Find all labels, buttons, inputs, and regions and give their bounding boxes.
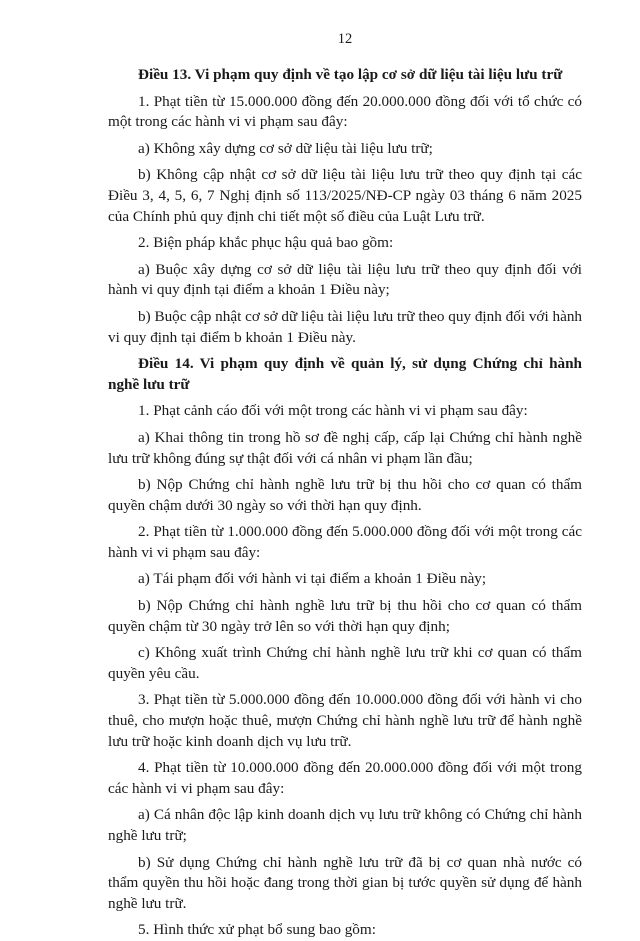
paragraph: 4. Phạt tiền từ 10.000.000 đồng đến 20.000.000 đồng đối với một trong các hành vi vi phạm sau đây: [108,759,582,797]
paragraph: b) Nộp Chứng chỉ hành nghề lưu trữ bị thu hồi cho cơ quan có thẩm quyền chậm dưới 30 ngày so với thời hạn quy định. [108,476,582,514]
article-14-heading: Điều 14. Vi phạm quy định về quản lý, sử dụng Chứng chỉ hành nghề lưu trữ [108,355,582,393]
paragraph: 5. Hình thức xử phạt bổ sung bao gồm: [138,921,376,939]
paragraph: a) Không xây dựng cơ sở dữ liệu tài liệu lưu trữ; [138,139,433,157]
paragraph: a) Tái phạm đối với hành vi tại điểm a khoản 1 Điều này; [138,570,487,588]
paragraph: 1. Phạt cảnh cáo đối với một trong các hành vi vi phạm sau đây: [138,402,528,420]
paragraph: b) Buộc cập nhật cơ sở dữ liệu tài liệu lưu trữ theo quy định đối với hành vi quy định tại điểm b khoản 1 Điều này. [108,307,583,346]
document-body [108,65,582,941]
paragraph: c) Không xuất trình Chứng chỉ hành nghề lưu trữ khi cơ quan có thẩm quyền yêu cầu. [108,644,582,682]
paragraph: b) Không cập nhật cơ sở dữ liệu tài liệu lưu trữ theo quy định tại các Điều 3, 4, 5, 6, 7 Nghị định số 113/2025/NĐ-CP ngày 03 tháng 6 năm 2025 của Chính phủ quy định chi tiết một số điều của Luật Lưu trữ. [108,166,582,225]
paragraph: 2. Biện pháp khắc phục hậu quả bao gồm: [138,234,394,252]
page-number: 12 [337,31,353,47]
paragraph: a) Cá nhân độc lập kinh doanh dịch vụ lưu trữ không có Chứng chỉ hành nghề lưu trữ; [108,806,582,844]
paragraph: 3. Phạt tiền từ 5.000.000 đồng đến 10.000.000 đồng đối với hành vi cho thuê, cho mượn hoặc thuê, mượn Chứng chỉ hành nghề lưu trữ để hành nghề lưu trữ hoặc kinh doanh dịch vụ lưu trữ. [108,691,582,750]
paragraph: b) Sử dụng Chứng chỉ hành nghề lưu trữ đã bị cơ quan nhà nước có thẩm quyền thu hồi hoặc đang trong thời gian bị tước quyền sử dụng để hành nghề lưu trữ. [108,853,582,912]
paragraph: a) Buộc xây dựng cơ sở dữ liệu tài liệu lưu trữ theo quy định đối với hành vi quy định tại điểm a khoản 1 Điều này; [108,260,582,299]
article-13-heading: Điều 13. Vi phạm quy định về tạo lập cơ sở dữ liệu tài liệu lưu trữ [138,66,563,83]
paragraph: b) Nộp Chứng chỉ hành nghề lưu trữ bị thu hồi cho cơ quan có thẩm quyền chậm từ 30 ngày trở lên so với thời hạn quy định; [108,597,582,635]
paragraph: 1. Phạt tiền từ 15.000.000 đồng đến 20.000.000 đồng đối với tổ chức có một trong các hành vi vi phạm sau đây: [108,92,582,131]
paragraph: 2. Phạt tiền từ 1.000.000 đồng đến 5.000.000 đồng đối với một trong các hành vi vi phạm sau đây: [108,523,582,561]
paragraph: a) Khai thông tin trong hồ sơ đề nghị cấp, cấp lại Chứng chỉ hành nghề lưu trữ không đúng sự thật đối với cá nhân vi phạm lần đầu; [108,428,582,467]
